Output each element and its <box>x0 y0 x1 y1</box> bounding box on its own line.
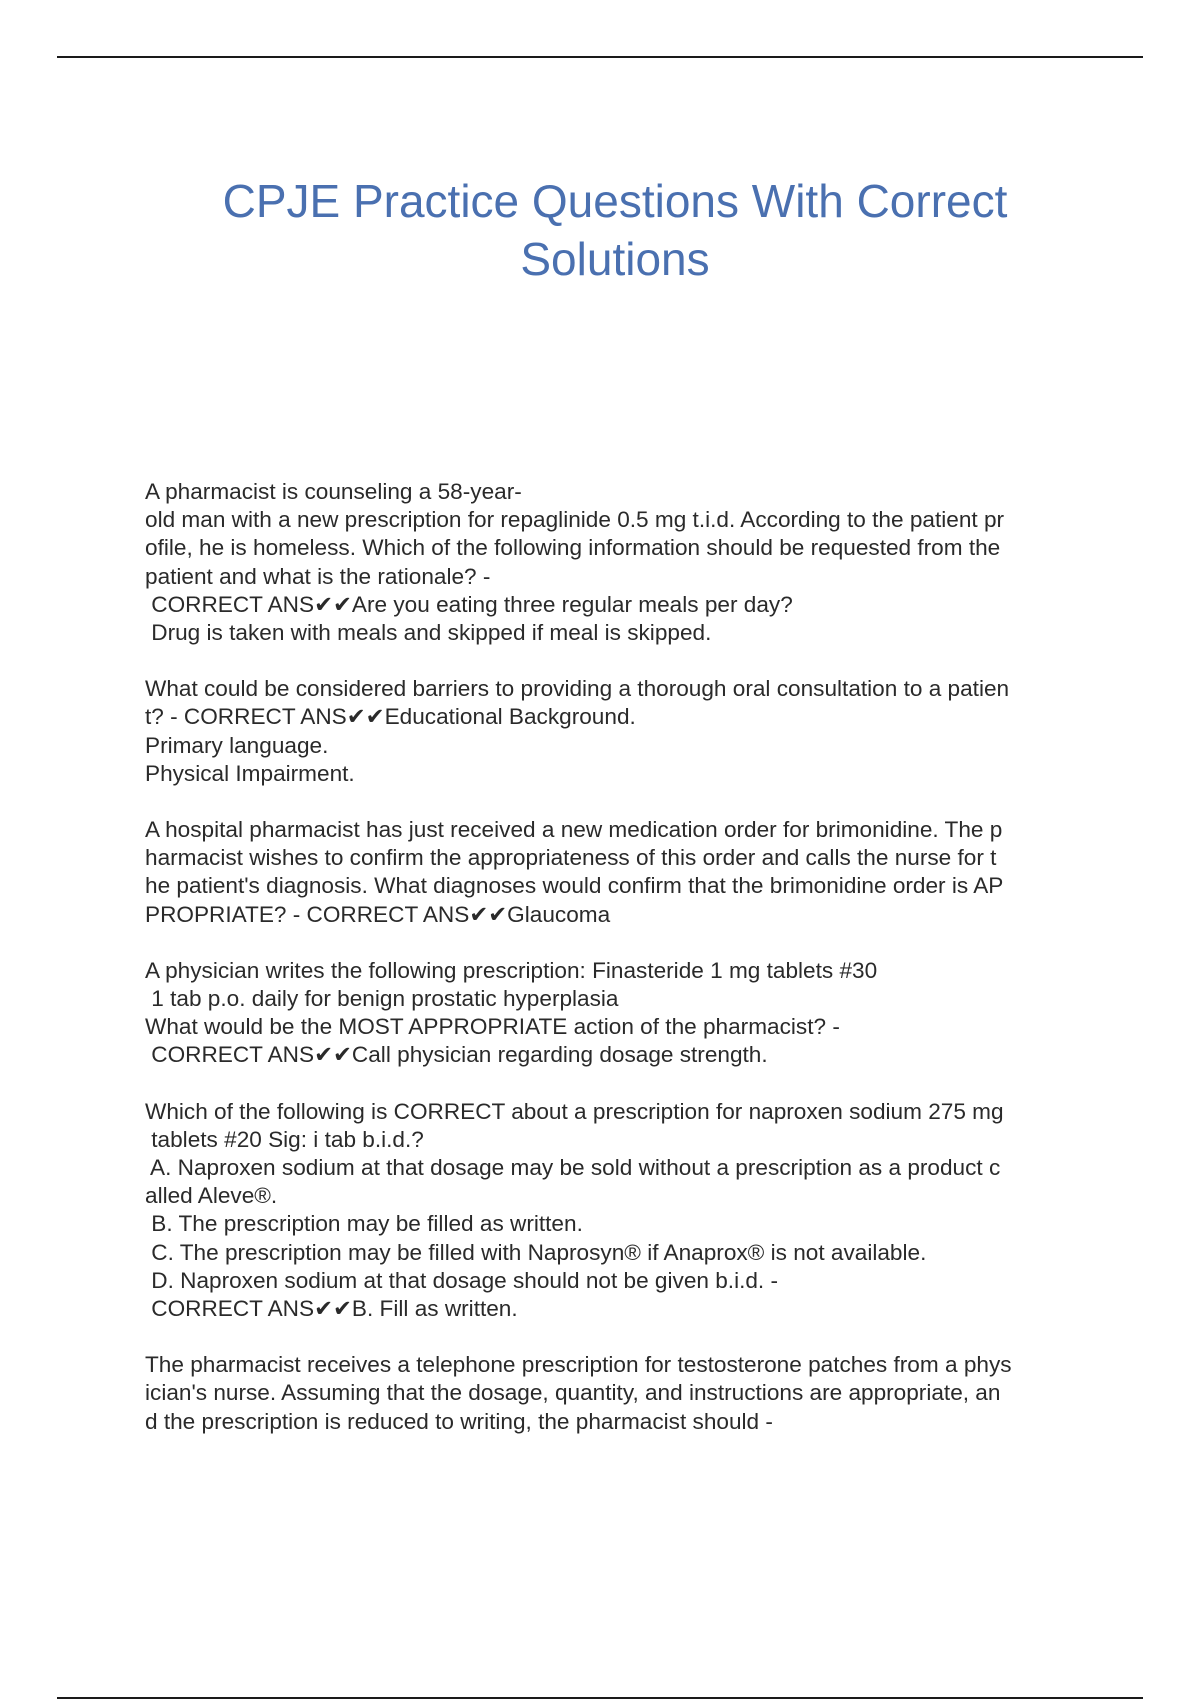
option-line: A. Naproxen sodium at that dosage may be sold without a prescription as a product c <box>145 1155 1001 1181</box>
text-line: ician's nurse. Assuming that the dosage, quantity, and instructions are appropriate, an <box>145 1380 1001 1406</box>
questions-body <box>145 478 1095 1464</box>
title-line-1: CPJE Practice Questions With Correct <box>222 175 1008 227</box>
question-block-6 <box>145 1351 1095 1436</box>
question-block-4 <box>145 957 1095 1070</box>
answer-line: t? - CORRECT ANS✔✔Educational Background. <box>145 704 636 730</box>
answer-line: CORRECT ANS✔✔Are you eating three regular meals per day? <box>145 591 793 617</box>
text-line: The pharmacist receives a telephone prescription for testosterone patches from a phys <box>145 1352 1012 1378</box>
title-line-2: Solutions <box>520 233 710 285</box>
answer-line: Drug is taken with meals and skipped if meal is skipped. <box>145 620 712 646</box>
bottom-rule <box>57 1697 1143 1699</box>
text-line: old man with a new prescription for repaglinide 0.5 mg t.i.d. According to the patient pr <box>145 507 1005 533</box>
top-rule <box>57 56 1143 58</box>
text-line: harmacist wishes to confirm the appropriateness of this order and calls the nurse for t <box>145 845 997 871</box>
option-line: C. The prescription may be filled with Naprosyn® if Anaprox® is not available. <box>145 1239 927 1265</box>
text-line: patient and what is the rationale? - <box>145 563 491 589</box>
text-line: What could be considered barriers to providing a thorough oral consultation to a patien <box>145 676 1010 702</box>
question-block-5 <box>145 1098 1095 1324</box>
option-line: D. Naproxen sodium at that dosage should not be given b.i.d. - <box>145 1267 779 1293</box>
option-line: alled Aleve®. <box>145 1183 278 1209</box>
answer-line: Physical Impairment. <box>145 760 355 786</box>
question-block-1 <box>145 478 1095 647</box>
text-line: What would be the MOST APPROPRIATE action of the pharmacist? - <box>145 1014 840 1040</box>
page-title <box>0 172 1200 288</box>
answer-line: CORRECT ANS✔✔B. Fill as written. <box>145 1296 518 1322</box>
text-line: A pharmacist is counseling a 58-year- <box>145 479 522 504</box>
text-line: d the prescription is reduced to writing, the pharmacist should - <box>145 1408 773 1434</box>
option-line: B. The prescription may be filled as written. <box>145 1211 583 1237</box>
text-line: tablets #20 Sig: i tab b.i.d.? <box>145 1126 424 1152</box>
text-line: A physician writes the following prescription: Finasteride 1 mg tablets #30 <box>145 957 878 983</box>
text-line: he patient's diagnosis. What diagnoses would confirm that the brimonidine order is AP <box>145 873 1004 899</box>
text-line: Which of the following is CORRECT about a prescription for naproxen sodium 275 mg <box>145 1098 1004 1124</box>
answer-line: PROPRIATE? - CORRECT ANS✔✔Glaucoma <box>145 901 611 927</box>
answer-line: Primary language. <box>145 732 329 758</box>
answer-line: CORRECT ANS✔✔Call physician regarding dosage strength. <box>145 1042 768 1068</box>
text-line: A hospital pharmacist has just received a new medication order for brimonidine. The p <box>145 817 1003 843</box>
question-block-3 <box>145 816 1095 929</box>
text-line: 1 tab p.o. daily for benign prostatic hyperplasia <box>145 986 619 1012</box>
text-line: ofile, he is homeless. Which of the following information should be requested from the <box>145 535 1001 561</box>
question-block-2 <box>145 675 1095 788</box>
